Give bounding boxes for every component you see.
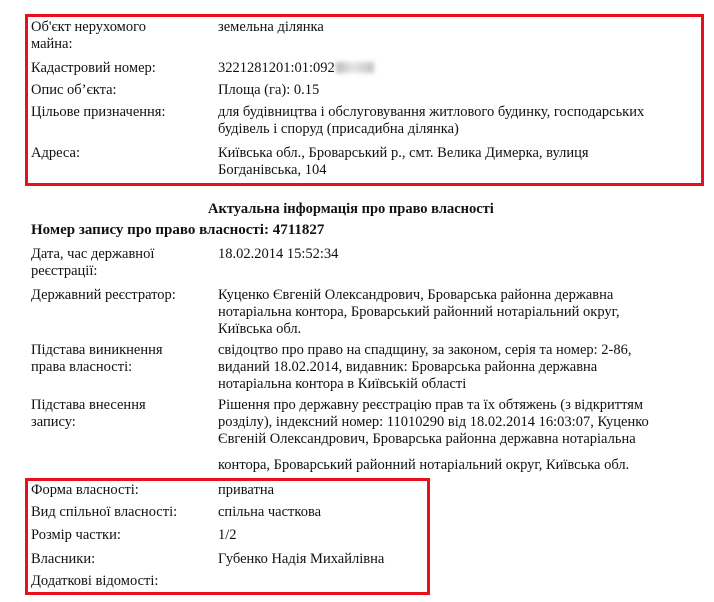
cadastral-label: Кадастровий номер:	[31, 60, 156, 76]
registrar-value-line-2: нотаріальна контора, Броварський районний нотаріальний округ,	[218, 304, 620, 320]
registrar-value-line-3: Київська обл.	[218, 321, 302, 337]
basis-value-line-3: нотаріальна контора в Київській області	[218, 376, 467, 392]
basis-value-line-1: свідоцтво про право на спадщину, за законом, серія та номер: 2-86,	[218, 342, 632, 358]
redacted-blur	[336, 62, 374, 73]
address-value-line-2: Богданівська, 104	[218, 162, 327, 178]
entry-value-line-1: Рішення про державну реєстрацію прав та їх обтяжень (з відкриттям	[218, 397, 644, 413]
registrar-value-line-1: Куценко Євгеній Олександрович, Броварська районна державна	[218, 287, 614, 303]
registrar-label: Державний реєстратор:	[31, 287, 176, 303]
owners-value: Губенко Надія Михайлівна	[218, 551, 385, 567]
share-value: 1/2	[218, 527, 237, 543]
entry-value-line-2: розділу), індексний номер: 11010290 від 18.02.2014 16:03:07, Куценко	[218, 414, 649, 430]
object-value: земельна ділянка	[218, 19, 324, 35]
extra-info-label: Додаткові відомості:	[31, 573, 159, 589]
entry-label-line-1: Підстава внесення	[31, 397, 146, 413]
share-label: Розмір частки:	[31, 527, 121, 543]
section-title: Актуальна інформація про право власності	[208, 201, 494, 217]
joint-label: Вид спільної власності:	[31, 504, 178, 520]
joint-value: спільна часткова	[218, 504, 322, 520]
object-label-line-2: майна:	[31, 36, 73, 52]
purpose-value-line-2: будівель і споруд (присадибна ділянка)	[218, 121, 459, 137]
entry-value-line-3: Євгеній Олександрович, Броварська районна державна нотаріальна	[218, 431, 636, 447]
description-label: Опис об’єкта:	[31, 82, 117, 98]
address-value-line-1: Київська обл., Броварський р., смт. Велика Димерка, вулиця	[218, 145, 589, 161]
purpose-label: Цільове призначення:	[31, 104, 166, 120]
entry-label-line-2: запису:	[31, 414, 76, 430]
entry-value-line-4: контора, Броварський районний нотаріальний округ, Київська обл.	[218, 457, 630, 473]
basis-value-line-2: виданий 18.02.2014, видавник: Броварська районна державна	[218, 359, 598, 375]
cadastral-value	[218, 60, 374, 77]
date-label-line-2: реєстрації:	[31, 263, 98, 279]
date-label-line-1: Дата, час державної	[31, 246, 155, 262]
description-value: Площа (га): 0.15	[218, 82, 320, 98]
address-label: Адреса:	[31, 145, 80, 161]
record-number-heading: Номер запису про право власності: 4711827	[31, 222, 325, 238]
cadastral-number: 3221281201:01:092	[218, 60, 335, 76]
form-label: Форма власності:	[31, 482, 139, 498]
basis-label-line-1: Підстава виникнення	[31, 342, 163, 358]
basis-label-line-2: права власності:	[31, 359, 133, 375]
date-value: 18.02.2014 15:52:34	[218, 246, 339, 262]
purpose-value-line-1: для будівництва і обслуговування житлового будинку, господарських	[218, 104, 645, 120]
owners-label: Власники:	[31, 551, 96, 567]
form-value: приватна	[218, 482, 275, 498]
object-label-line-1: Об'єкт нерухомого	[31, 19, 146, 35]
